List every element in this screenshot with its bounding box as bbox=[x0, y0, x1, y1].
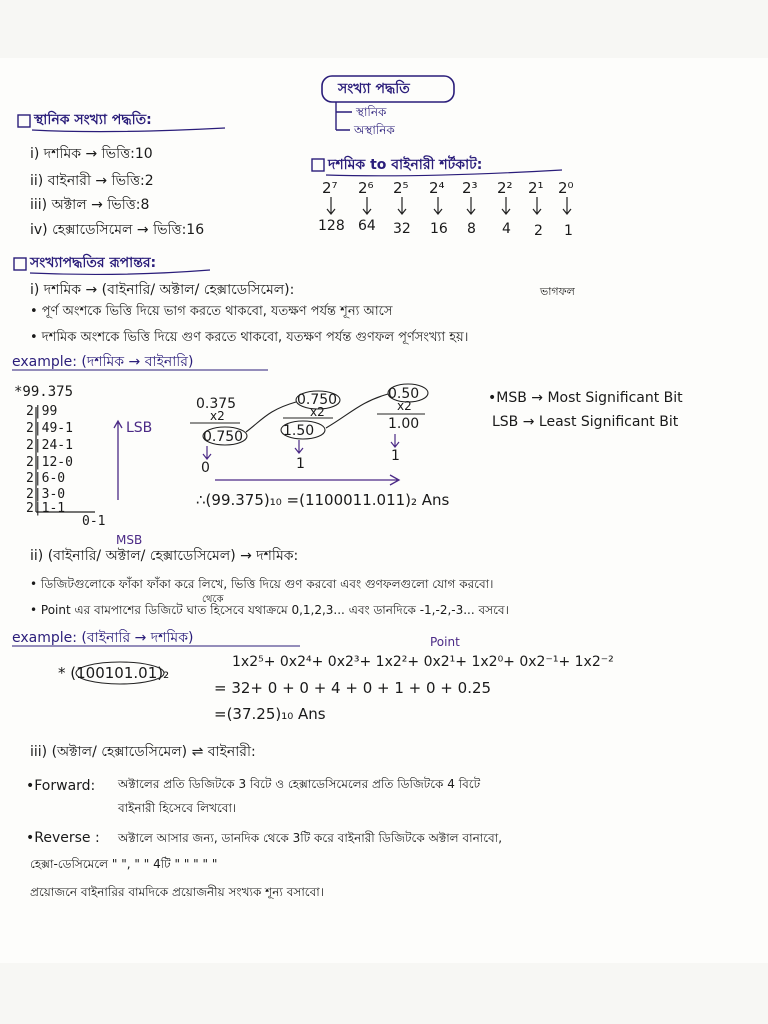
power-2-7: 2⁷ bbox=[322, 179, 338, 197]
power-2-5: 2⁵ bbox=[393, 179, 409, 197]
positional-item-binary: ii) বাইনারী → ভিত্তি:2 bbox=[30, 173, 154, 189]
positional-item-decimal: i) দশমিক → ভিত্তি:10 bbox=[30, 146, 153, 162]
mult-3-result: 1.00 bbox=[388, 416, 420, 432]
msb-definition: •MSB → Most Significant Bit bbox=[488, 390, 683, 406]
power-2-3: 2³ bbox=[462, 179, 478, 197]
part2-line1: 1x2⁵+ 0x2⁴+ 0x2³+ 1x2²+ 0x2¹+ 1x2⁰+ 0x2⁻¹+ 1x2⁻² bbox=[232, 654, 614, 670]
part2-title: ii) (বাইনারি/ অক্টাল/ হেক্সাডেসিমেল) → দশমিক: bbox=[30, 548, 299, 564]
example-number: *99.375 bbox=[14, 384, 74, 400]
division-row-8: 0-1 bbox=[82, 514, 106, 529]
part2-line2: = 32+ 0 + 0 + 4 + 0 + 1 + 0 + 0.25 bbox=[214, 679, 492, 697]
mult-2-by: x2 bbox=[310, 405, 325, 419]
mult-3-by: x2 bbox=[397, 399, 412, 413]
forward-label: •Forward: bbox=[26, 778, 96, 794]
division-row-7: 2|1-1 bbox=[26, 501, 66, 516]
shortcut-heading: দশমিক to বাইনারী শর্টকাট: bbox=[328, 157, 483, 173]
mult-2-bit: 1 bbox=[296, 456, 305, 472]
power-value-8: 8 bbox=[467, 221, 476, 237]
mult-1-top: 0.375 bbox=[196, 396, 237, 412]
title-sub-positional: স্থানিক bbox=[356, 105, 387, 119]
part1-bullet1: • পূর্ণ অংশকে ভিত্তি দিয়ে ভাগ করতে থাকবো, যতক্ষণ পর্যন্ত শূন্য আসে bbox=[30, 304, 393, 319]
page-title: সংখ্যা পদ্ধতি bbox=[338, 81, 410, 97]
power-2-2: 2² bbox=[497, 179, 513, 197]
part1-bullet2: • দশমিক অংশকে ভিত্তি দিয়ে গুণ করতে থাকবো, যতক্ষণ পর্যন্ত গুণফল পূর্ণসংখ্যা হয়। bbox=[30, 330, 469, 345]
division-row-5: 2|6-0 bbox=[26, 471, 66, 486]
division-row-3: 2|24-1 bbox=[26, 438, 73, 453]
mult-2-top: 0.750 bbox=[297, 392, 338, 408]
forward-text-2: বাইনারী হিসেবে লিখবো। bbox=[118, 801, 237, 815]
part2-example-label: example: (বাইনারি → দশমিক) bbox=[12, 630, 194, 646]
positional-item-octal: iii) অক্টাল → ভিত্তি:8 bbox=[30, 197, 150, 213]
part3-title: iii) (অক্টাল/ হেক্সাডেসিমেল) ⇌ বাইনারী: bbox=[30, 744, 256, 760]
positional-heading: স্থানিক সংখ্যা পদ্ধতি: bbox=[34, 112, 152, 128]
part2-bullet2: • Point এর বামপাশের ডিজিটে ঘাত হিসেবে যথাক্রমে 0,1,2,3... এবং ডানদিকে -1,-2,-3... বসবে। bbox=[30, 603, 509, 617]
division-row-6: 2|3-0 bbox=[26, 487, 66, 502]
power-value-16: 16 bbox=[430, 221, 448, 237]
reverse-text: অক্টালে আসার জন্য, ডানদিক থেকে 3টি করে বাইনারী ডিজিটকে অক্টাল বানাবো, bbox=[118, 831, 503, 845]
power-2-0: 2⁰ bbox=[558, 179, 574, 197]
division-row-1: 2|99 bbox=[26, 404, 58, 419]
power-2-6: 2⁶ bbox=[358, 179, 374, 197]
part2-bullet1: • ডিজিটগুলোকে ফাঁকা ফাঁকা করে লিখে, ভিত্তি দিয়ে গুণ করবো এবং গুণফলগুলো যোগ করবো। bbox=[30, 577, 494, 591]
power-value-1: 1 bbox=[564, 223, 573, 239]
power-value-2: 2 bbox=[534, 223, 543, 239]
title-sub-nonpositional: অস্থানিক bbox=[354, 123, 395, 137]
part2-number: * (100101.01)₂ bbox=[58, 664, 170, 682]
mult-1-bit: 0 bbox=[201, 460, 210, 476]
mult-3-top: 0.50 bbox=[388, 386, 420, 402]
power-value-64: 64 bbox=[358, 218, 376, 234]
power-value-4: 4 bbox=[502, 221, 511, 237]
lsb-definition: LSB → Least Significant Bit bbox=[492, 414, 679, 430]
mult-1-result: 0.750 bbox=[203, 429, 244, 445]
part1-note-quotient: ভাগফল bbox=[540, 285, 575, 298]
part2-note-from: থেকে bbox=[202, 594, 224, 605]
mult-3-bit: 1 bbox=[391, 448, 400, 464]
division-row-2: 2|49-1 bbox=[26, 421, 73, 436]
power-2-1: 2¹ bbox=[528, 179, 544, 197]
reverse-label: •Reverse : bbox=[26, 830, 100, 846]
mult-1-by: x2 bbox=[210, 409, 225, 423]
reverse-text-3: প্রয়োজনে বাইনারির বামদিকে প্রয়োজনীয় সংখ্যক শূন্য বসাবো। bbox=[30, 885, 325, 899]
division-row-4: 2|12-0 bbox=[26, 455, 73, 470]
power-2-4: 2⁴ bbox=[429, 179, 445, 197]
point-label: Point bbox=[430, 635, 460, 649]
conversion-heading: সংখ্যাপদ্ধতির রূপান্তর: bbox=[30, 255, 157, 271]
part2-line3: =(37.25)₁₀ Ans bbox=[214, 705, 326, 723]
part1-title: i) দশমিক → (বাইনারি/ অক্টাল/ হেক্সাডেসিমেল): bbox=[30, 282, 295, 298]
lsb-label: LSB bbox=[126, 420, 153, 436]
power-value-128: 128 bbox=[318, 218, 345, 234]
power-value-32: 32 bbox=[393, 221, 411, 237]
forward-text: অক্টালের প্রতি ডিজিটকে 3 বিটে ও হেক্সাডেসিমেলের প্রতি ডিজিটকে 4 বিটে bbox=[118, 777, 481, 791]
part1-example-label: example: (দশমিক → বাইনারি) bbox=[12, 354, 194, 370]
mult-2-result: 1.50 bbox=[283, 423, 315, 439]
msb-label: MSB bbox=[116, 533, 143, 547]
part1-result: ∴(99.375)₁₀ =(1100011.011)₂ Ans bbox=[196, 491, 450, 509]
positional-item-hex: iv) হেক্সাডেসিমেল → ভিত্তি:16 bbox=[30, 222, 205, 238]
reverse-text-2: হেক্সা-ডেসিমেলে " ", " " 4টি " " " " " bbox=[30, 857, 218, 871]
